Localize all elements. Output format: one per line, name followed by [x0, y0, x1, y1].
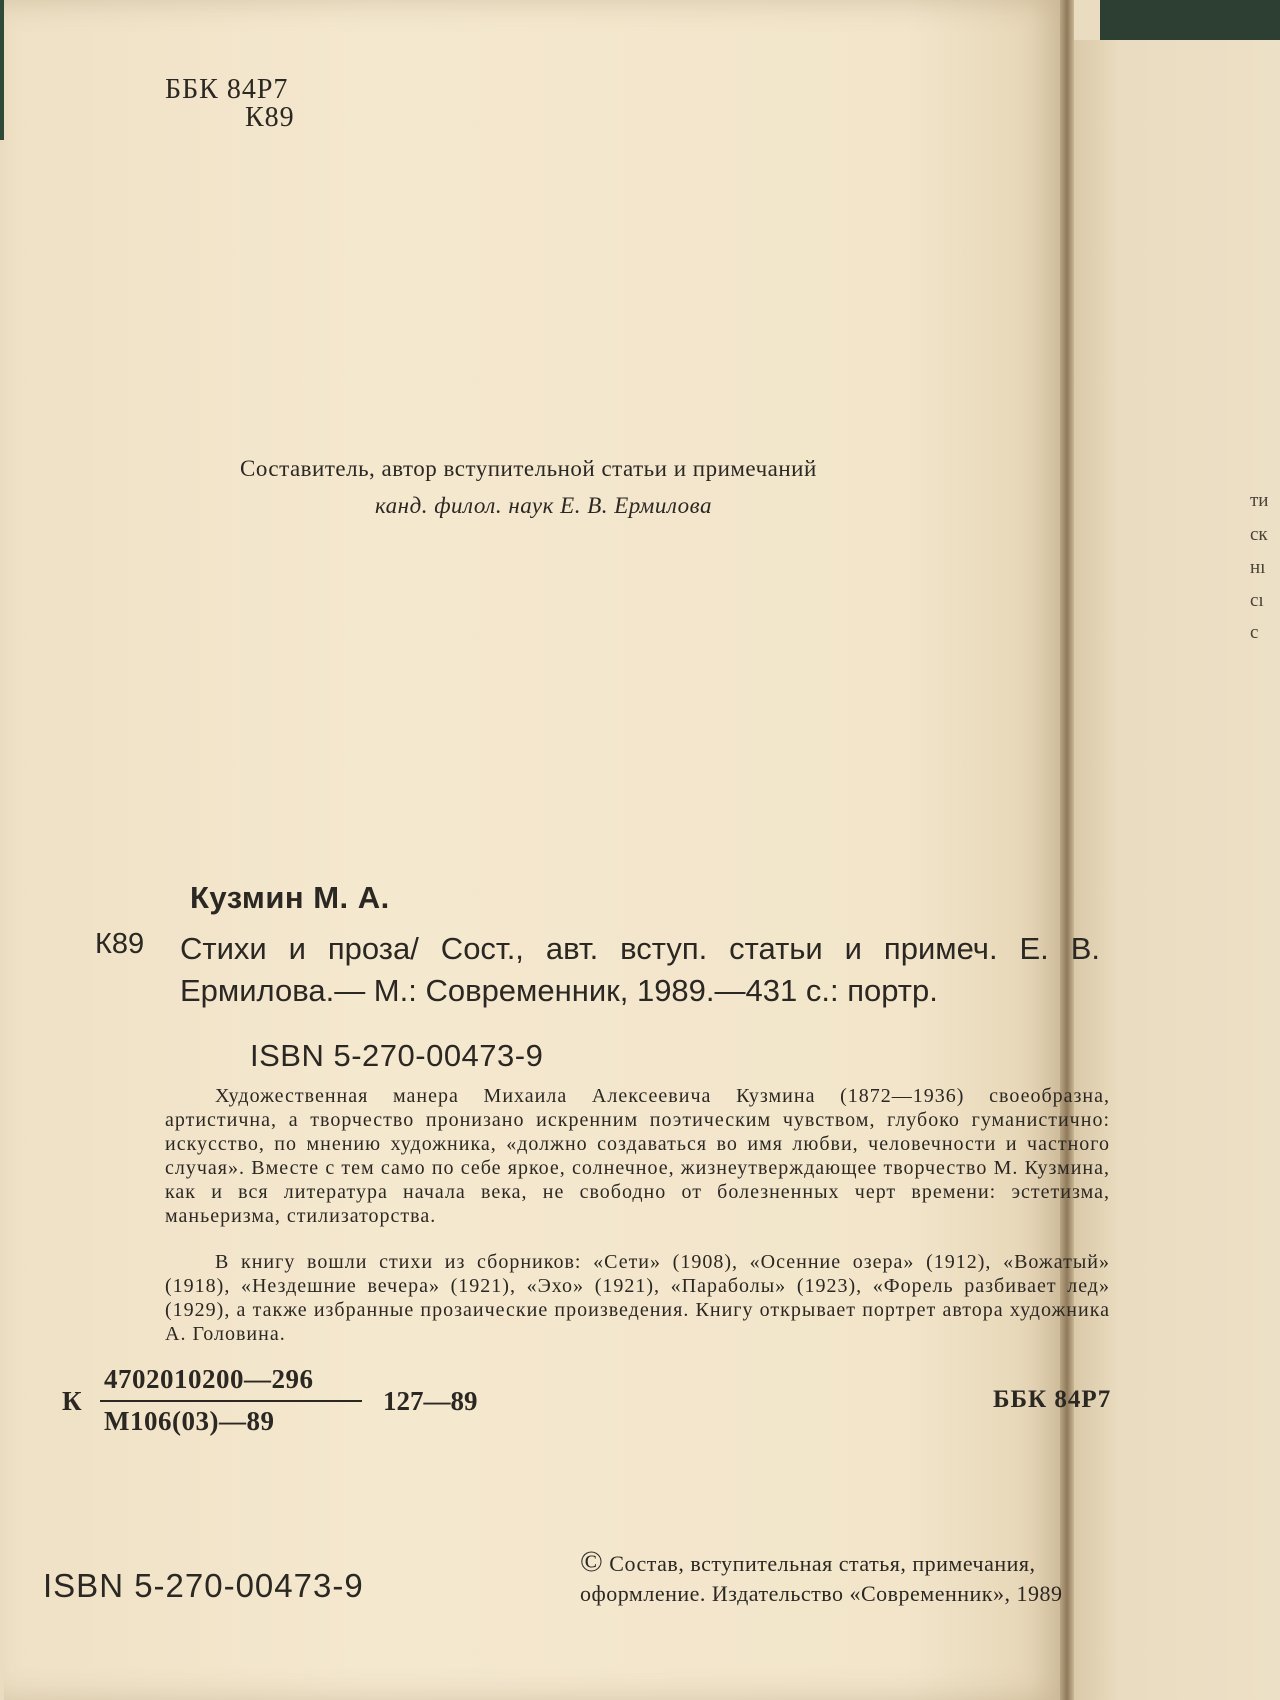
book-gutter: [1060, 0, 1074, 1700]
facing-page-fragment: нı: [1250, 557, 1266, 578]
facing-page-fragment: ск: [1250, 524, 1268, 545]
compiler-credit: Составитель, автор вступительной статьи и примечаний: [240, 456, 817, 481]
annotation-paragraph-2: В книгу вошли стихи из сборников: «Сети» (1908), «Осенние озера» (1912), «Вожатый» (1918), «Нездешние вечера» (1921), «Эхо» (1921), «Параболы» (1923), «Форель разбивает лед» (1929), а также избранные прозаические произведения. Книгу открывает портрет автора художника А. Головина.: [165, 1251, 1110, 1345]
classification-denominator: М106(03)—89: [104, 1406, 275, 1436]
compiler-name: канд. филол. наук Е. В. Ермилова: [375, 493, 712, 518]
right-page: [1068, 40, 1280, 1700]
classification-letter: К: [62, 1386, 82, 1416]
copyright-notice: [580, 1547, 1063, 1609]
bbk-index-bottom: ББК 84Р7: [993, 1386, 1112, 1413]
facing-page-fragment: сı: [1250, 590, 1264, 611]
facing-page-fragment: с: [1250, 622, 1259, 643]
left-page: [4, 0, 1066, 1700]
author-code-top: К89: [245, 102, 295, 133]
copyright-line-2: оформление. Издательство «Современник», 1989: [580, 1581, 1063, 1606]
catalog-author: Кузмин М. А.: [190, 880, 390, 915]
bbk-index-top: ББК 84Р7: [165, 74, 289, 105]
copyright-line-1: Состав, вступительная статья, примечания,: [609, 1551, 1036, 1576]
catalog-code: К89: [95, 928, 145, 960]
copyright-icon: ©: [580, 1545, 604, 1578]
fraction-divider: [100, 1400, 362, 1402]
catalog-entry: Стихи и проза/ Сост., авт. вступ. статьи и примеч. Е. В. Ермилова.— М.: Современник, 1989.—431 с.: портр.: [180, 931, 1100, 1008]
facing-page-fragment: ти: [1250, 490, 1269, 511]
isbn-footer: ISBN 5-270-00473-9: [43, 1567, 364, 1604]
classification-numerator: 4702010200—296: [104, 1364, 314, 1394]
catalog-isbn: ISBN 5-270-00473-9: [250, 1038, 544, 1073]
order-number: 127—89: [383, 1386, 478, 1416]
annotation-paragraph-1: Художественная манера Михаила Алексеевича Кузмина (1872—1936) своеобразна, артистична, а творчество пронизано искренним поэтическим чувством, глубоко гуманистично: искусство, по мнению художника, «должно создаваться во имя любви, человечности и частного случая». Вместе с тем само по себе яркое, солнечное, жизнеутверждающее творчество М. Кузмина, как и вся литература начала века, не свободно от болезненных черт времени: эстетизма, маньеризма, стилизаторства.: [165, 1085, 1110, 1227]
